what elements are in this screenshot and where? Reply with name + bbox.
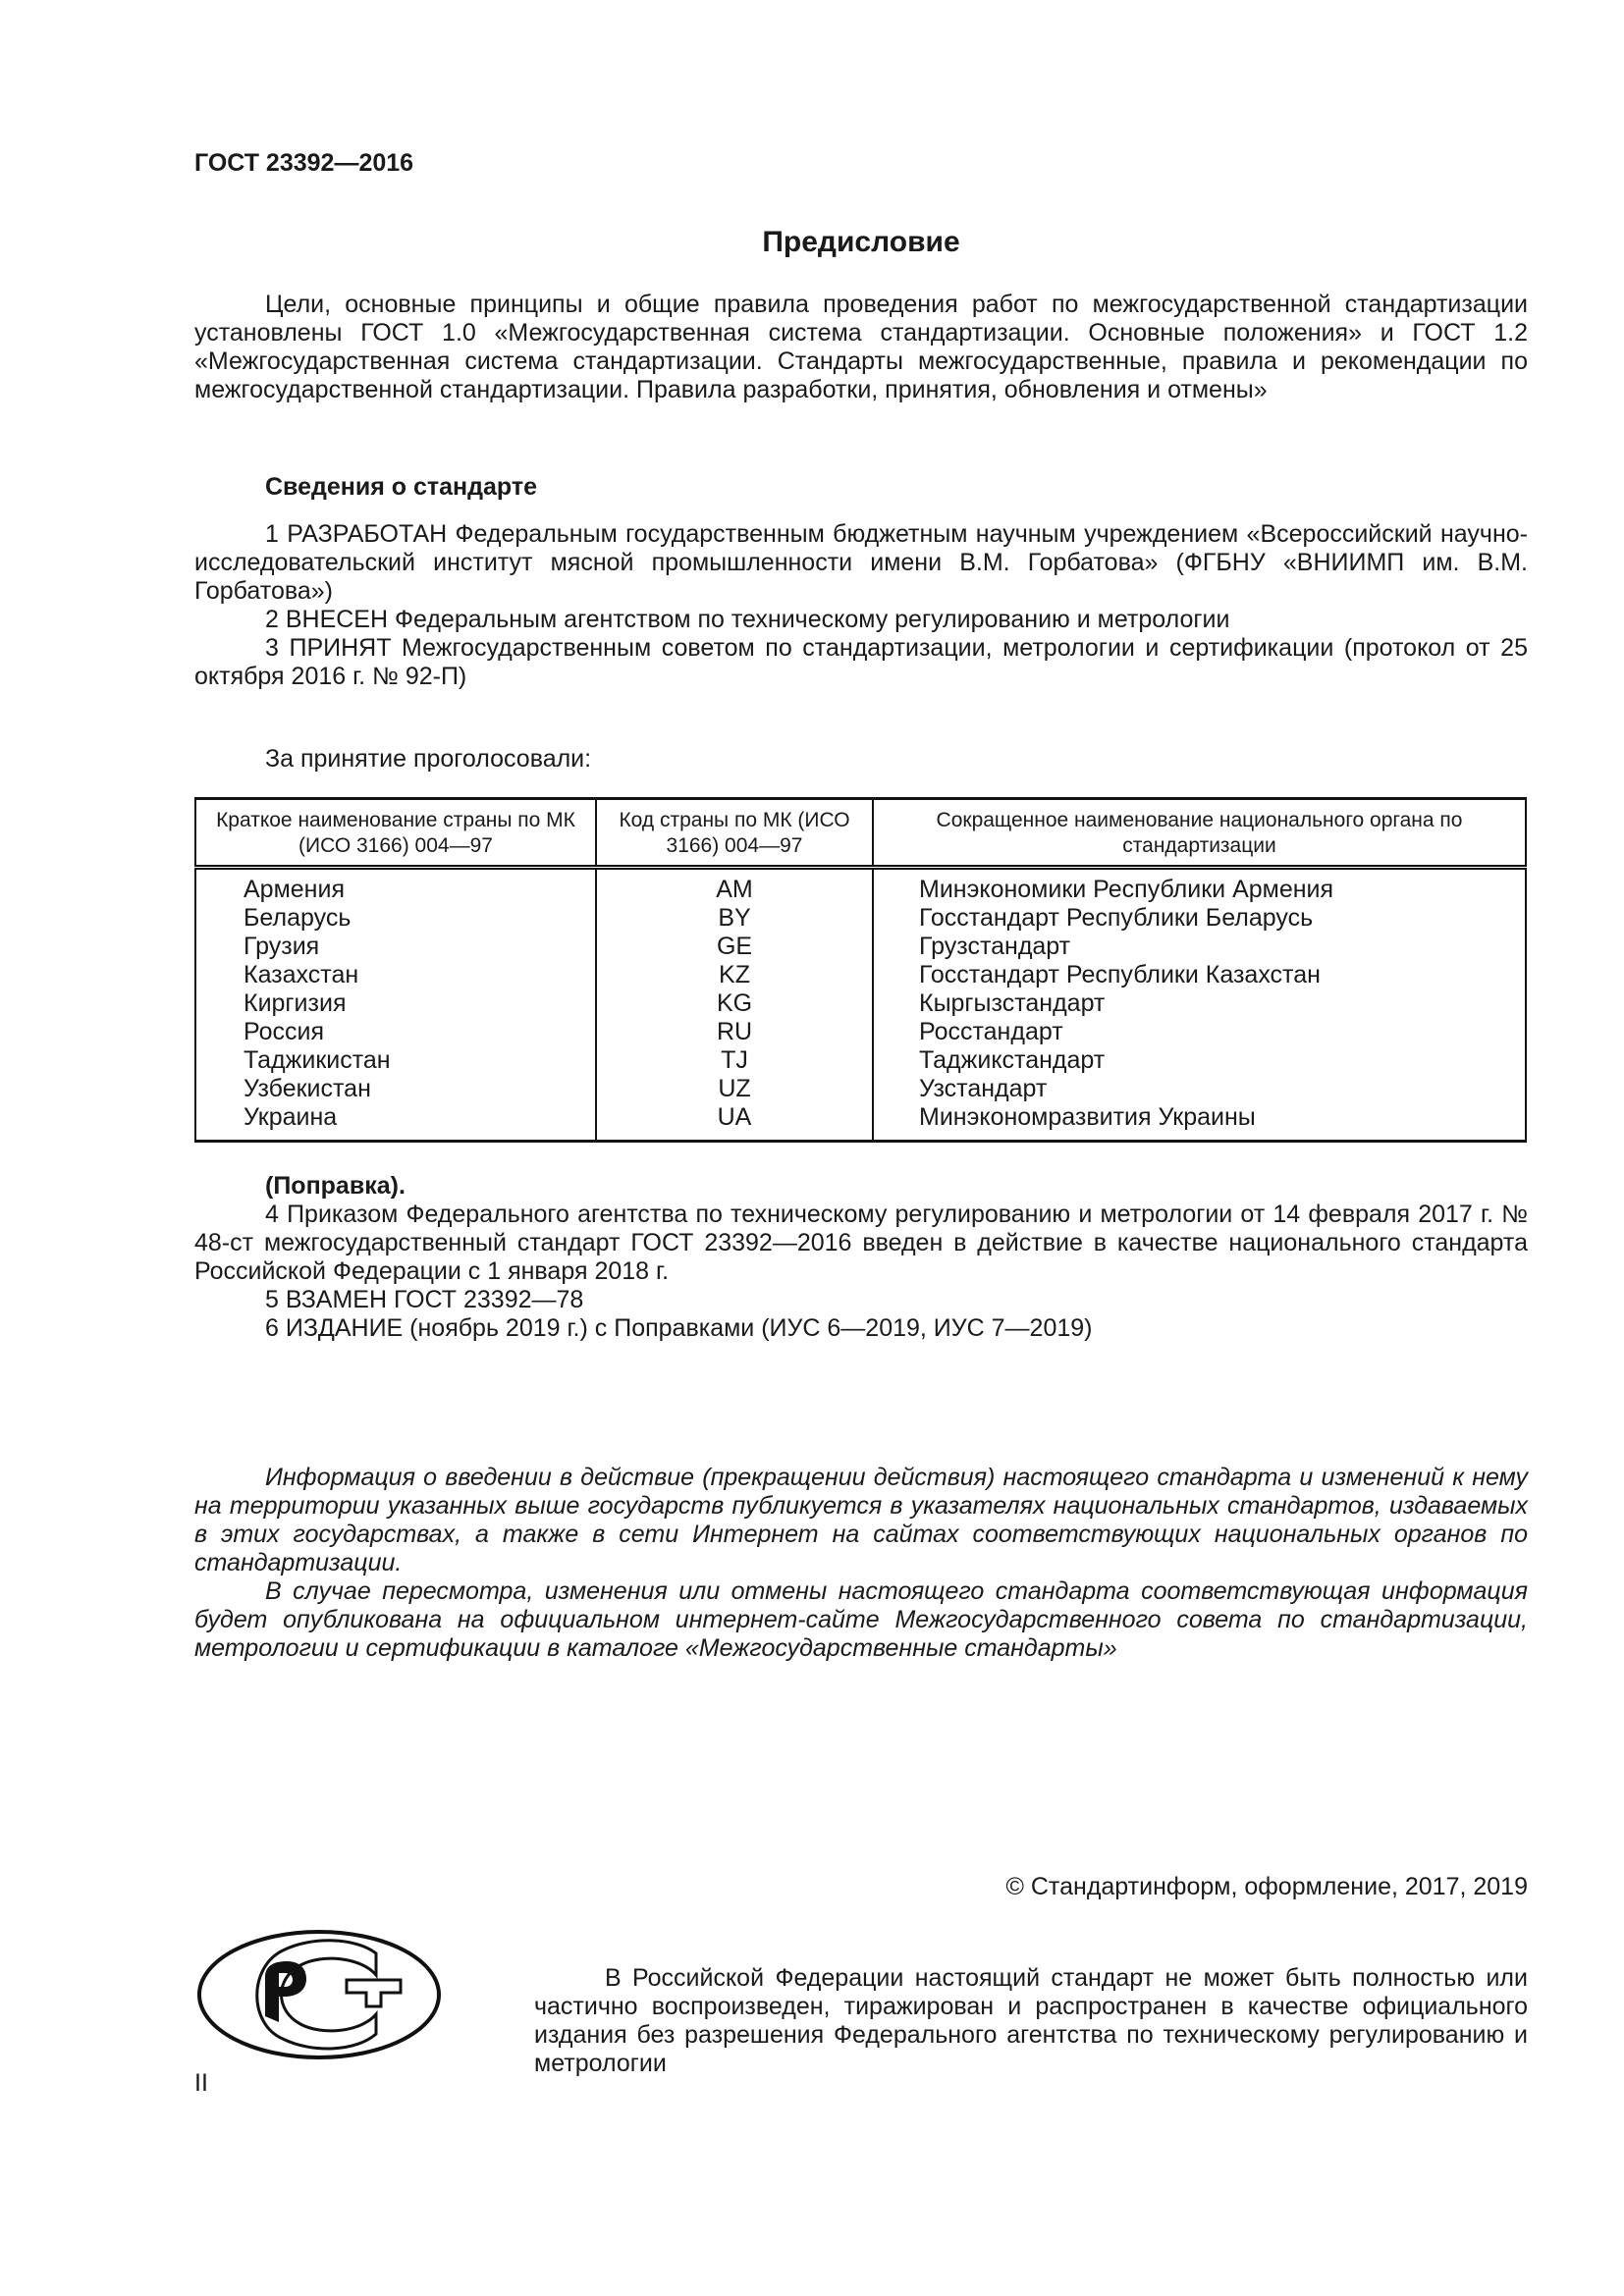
country-code: RU xyxy=(596,1018,873,1046)
column-header-body: Сокращенное наименование национального органа по стандартизации xyxy=(873,799,1526,868)
standards-body: Таджикстандарт xyxy=(873,1046,1526,1075)
country-name: Грузия xyxy=(195,933,596,961)
standards-body: Госстандарт Республики Казахстан xyxy=(873,961,1526,989)
country-name: Киргизия xyxy=(195,989,596,1018)
reproduction-notice xyxy=(534,1964,1528,2078)
country-name: Казахстан xyxy=(195,961,596,989)
voting-table-wrapper xyxy=(194,797,1528,1143)
intro-text: Цели, основные принципы и общие правила проведения работ по межгосударственной стандартизации установлены ГОСТ 1.0 «Межгосударственная система стандартизации. Основные положения» и ГОСТ 1.2 «Межгосударственная система стандартизации. Стандарты межгосударственные, правила и рекомендации по межгосударственной стандартизации. Правила разработки, принятия, обновления и отмены» xyxy=(194,291,1528,403)
country-name: Таджикистан xyxy=(195,1046,596,1075)
vote-label xyxy=(194,745,1528,774)
table-row xyxy=(195,933,1526,961)
country-name: Украина xyxy=(195,1103,596,1142)
notice-paragraph-1: Информация о введении в действие (прекращении действия) настоящего стандарта и изменений к нему на территории указанных выше государств публикуется в указателях национальных стандартов, издаваемых в этих государствах, а также в сети Интернет на сайтах соответствующих национальных органов по стандартизации. xyxy=(194,1464,1528,1576)
table-row xyxy=(195,868,1526,905)
voting-table xyxy=(194,797,1527,1143)
column-header-country: Краткое наименование страны по МК (ИСО 3166) 004—97 xyxy=(195,799,596,868)
publication-notice xyxy=(194,1464,1528,1663)
info-item-4: 4 Приказом Федерального агентства по техническому регулированию и метрологии от 14 февраля 2017 г. № 48-ст межгосударственный стандарт ГОСТ 23392—2016 введен в действие в качестве национального стандарта Российской Федерации с 1 января 2018 г. xyxy=(194,1201,1528,1285)
country-name: Беларусь xyxy=(195,904,596,933)
info-heading: Сведения о стандарте xyxy=(265,473,538,501)
page-number: II xyxy=(194,2069,208,2097)
country-code: UA xyxy=(596,1103,873,1142)
standards-body: Росстандарт xyxy=(873,1018,1526,1046)
standards-body: Грузстандарт xyxy=(873,933,1526,961)
amendment-note: (Поправка). xyxy=(265,1172,406,1200)
table-row xyxy=(195,1075,1526,1103)
country-name: Узбекистан xyxy=(195,1075,596,1103)
country-code: BY xyxy=(596,904,873,933)
standards-body: Минэкономразвития Украины xyxy=(873,1103,1526,1142)
reproduction-notice-text: В Российской Федерации настоящий стандарт не может быть полностью или частично воспроизведен, тиражирован и распространен в качестве официального издания без разрешения Федерального агентства по техническому регулированию и метрологии xyxy=(534,1964,1528,2077)
standards-body: Госстандарт Республики Беларусь xyxy=(873,904,1526,933)
country-code: KG xyxy=(596,989,873,1018)
country-code: KZ xyxy=(596,961,873,989)
country-name: Армения xyxy=(195,868,596,905)
info-item-1: 1 РАЗРАБОТАН Федеральным государственным бюджетным научным учреждением «Всероссийский научно-исследовательский институт мясной промышленности имени В.М. Горбатова» (ФГБНУ «ВНИИМП им. В.М. Горбатова») xyxy=(194,520,1528,605)
column-header-code: Код страны по МК (ИСО 3166) 004—97 xyxy=(596,799,873,868)
table-row xyxy=(195,1046,1526,1075)
table-row xyxy=(195,1018,1526,1046)
standards-body: Узстандарт xyxy=(873,1075,1526,1103)
info-item-3: 3 ПРИНЯТ Межгосударственным советом по стандартизации, метрологии и сертификации (протокол от 25 октября 2016 г. № 92-П) xyxy=(194,634,1528,690)
section-title: Предисловие xyxy=(762,226,960,258)
country-code: TJ xyxy=(596,1046,873,1075)
table-row xyxy=(195,989,1526,1018)
copyright-line xyxy=(194,1873,1528,1901)
country-code: GE xyxy=(596,933,873,961)
info-item-2: 2 ВНЕСЕН Федеральным агентством по техническому регулированию и метрологии xyxy=(265,606,1230,633)
table-row xyxy=(195,904,1526,933)
country-code: UZ xyxy=(596,1075,873,1103)
info-item-6: 6 ИЗДАНИЕ (ноябрь 2019 г.) с Поправками (ИУС 6—2019, ИУС 7—2019) xyxy=(265,1314,1093,1342)
table-row xyxy=(195,961,1526,989)
standards-body: Минэкономики Республики Армения xyxy=(873,868,1526,905)
table-header-row xyxy=(195,799,1526,868)
notice-paragraph-2: В случае пересмотра, изменения или отмены настоящего стандарта соответствующая информация будет опубликована на официальном интернет-сайте Межгосударственного совета по стандартизации, метрологии и сертификации в каталоге «Межгосударственные стандарты» xyxy=(194,1577,1528,1662)
document-id-header: ГОСТ 23392—2016 xyxy=(194,149,414,177)
rst-certification-mark-icon xyxy=(194,1926,445,2063)
info-item-5: 5 ВЗАМЕН ГОСТ 23392—78 xyxy=(265,1286,584,1313)
country-name: Россия xyxy=(195,1018,596,1046)
standard-info-continued xyxy=(194,1172,1528,1343)
vote-label-text: За принятие проголосовали: xyxy=(265,745,592,773)
standards-body: Кыргызстандарт xyxy=(873,989,1526,1018)
standard-info-section xyxy=(194,473,1528,691)
copyright-text: © Стандартинформ, оформление, 2017, 2019 xyxy=(1005,1873,1528,1900)
country-code: AM xyxy=(596,868,873,905)
table-row xyxy=(195,1103,1526,1142)
intro-paragraph xyxy=(194,291,1528,404)
